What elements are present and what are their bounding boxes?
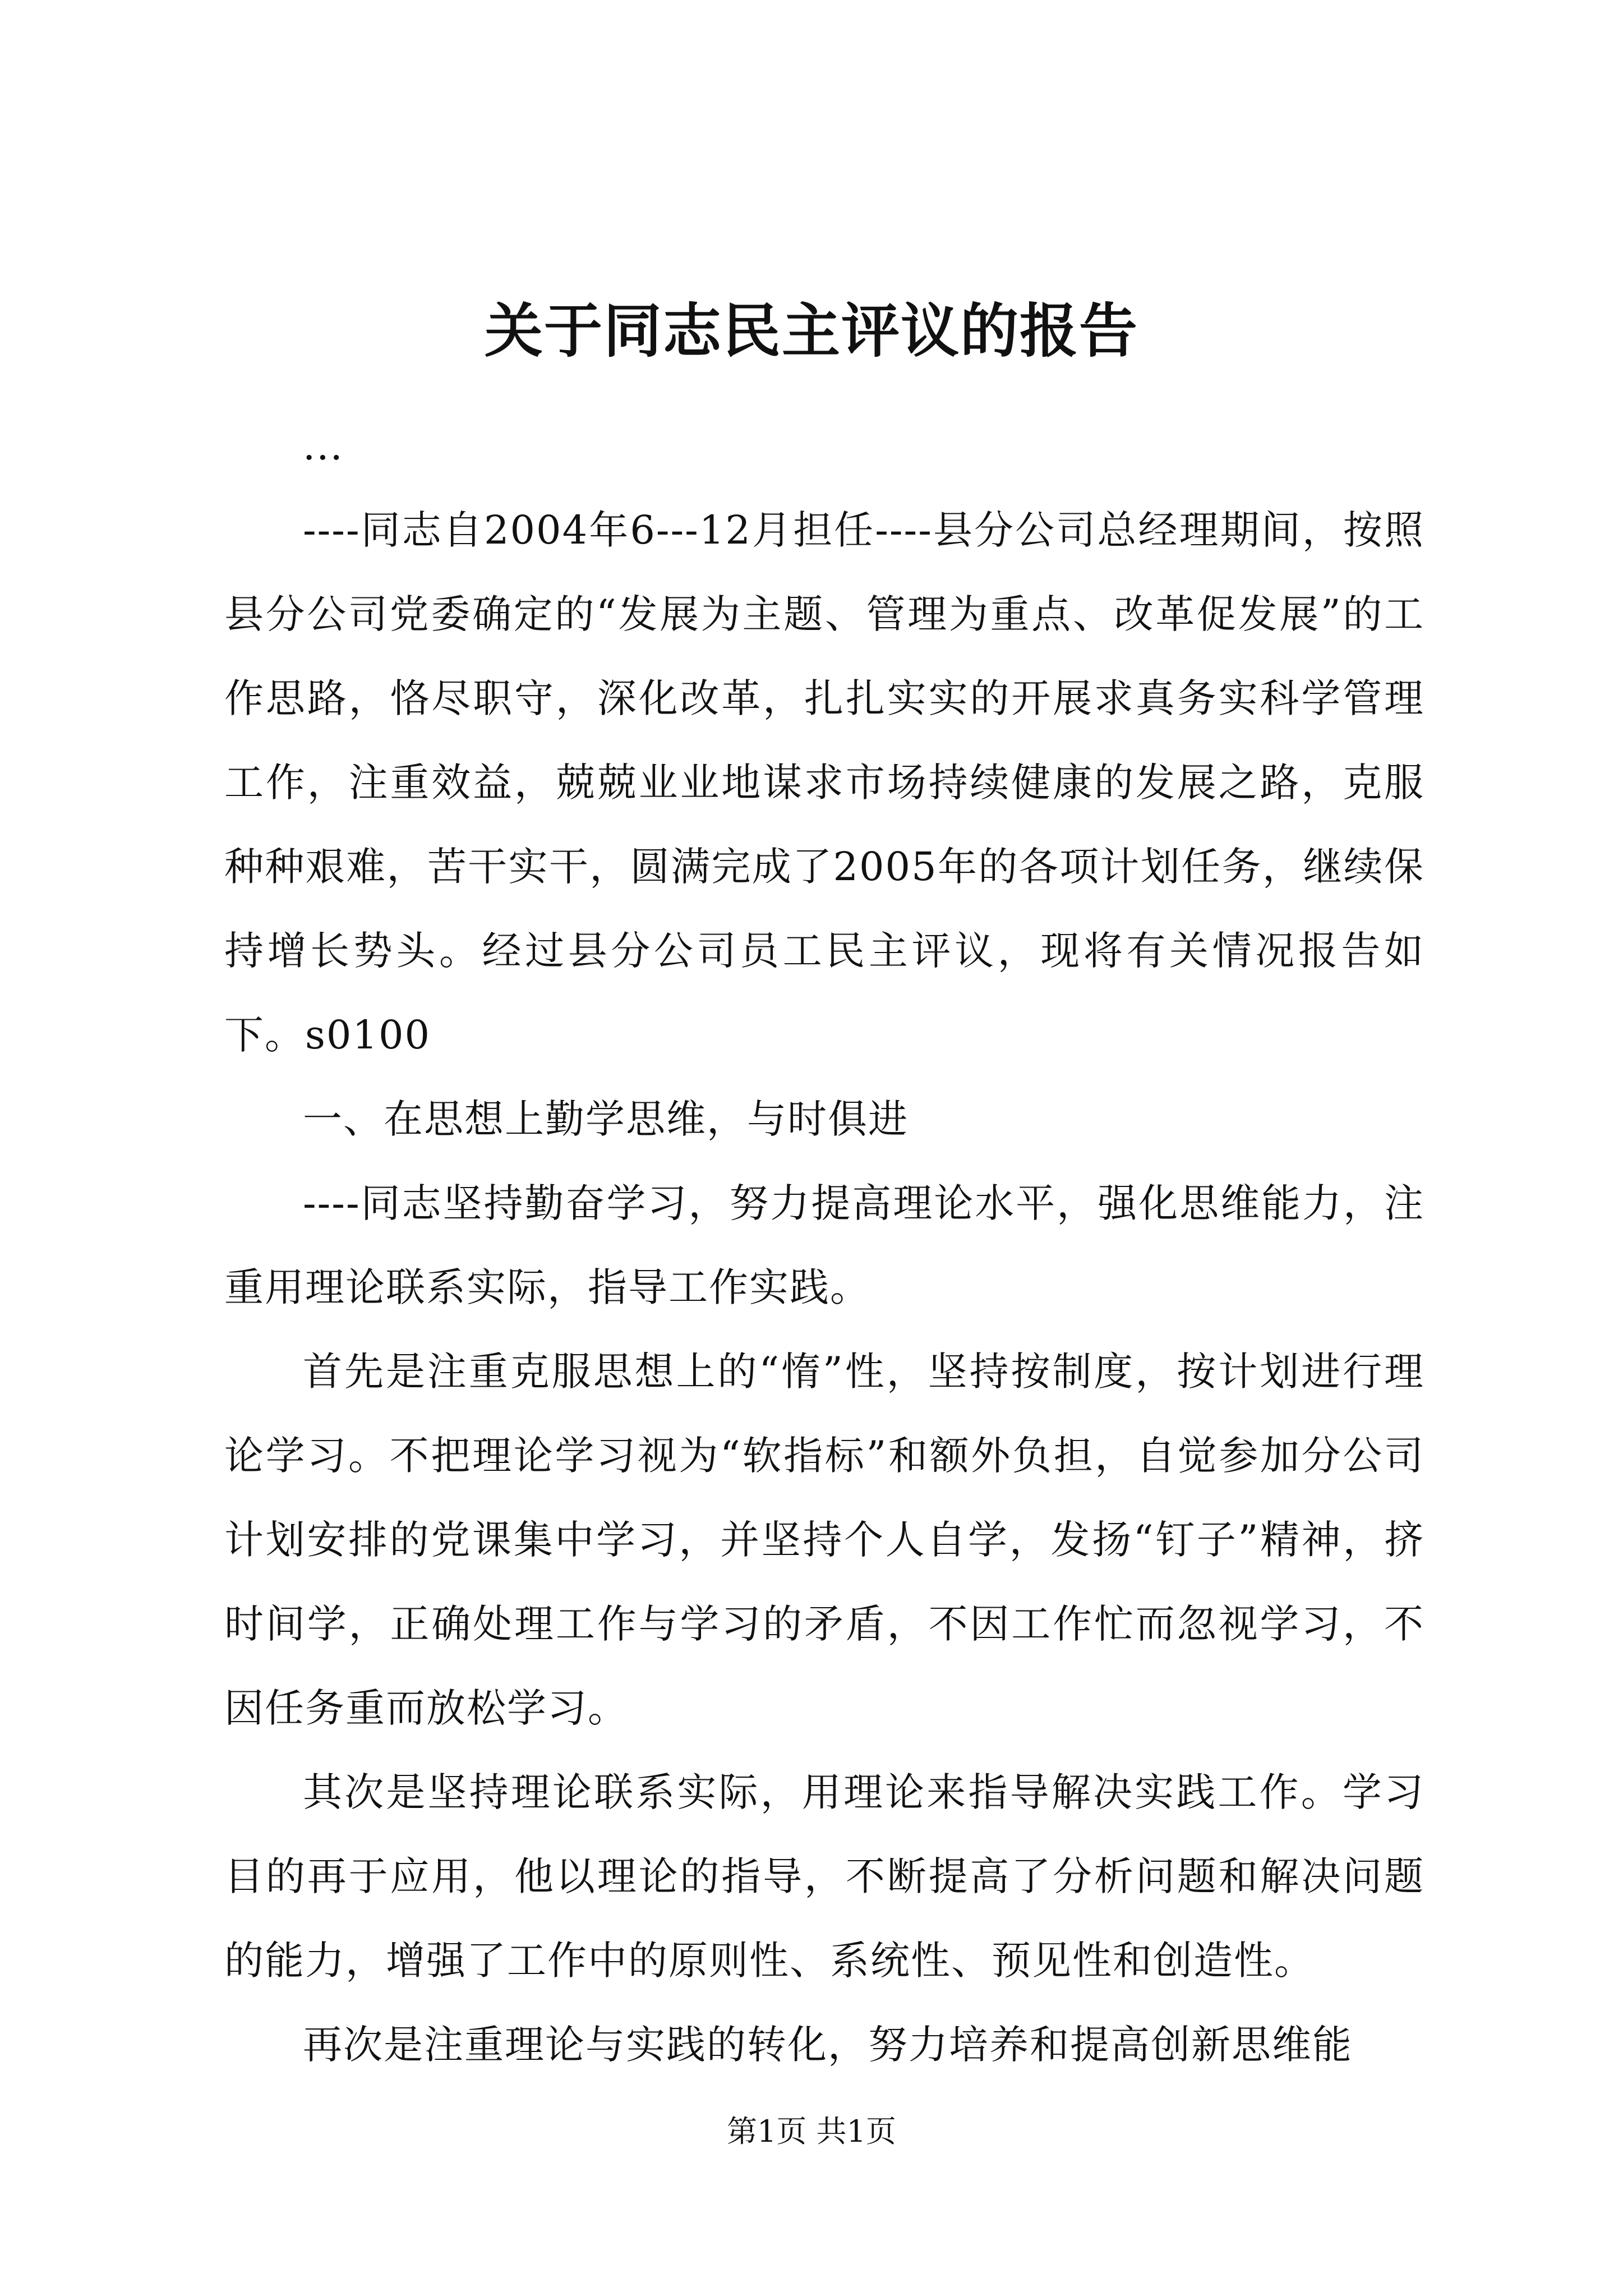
paragraph-intro: ----同志自2004年6---12月担任----县分公司总经理期间，按照县分公司党委确定的“发展为主题、管理为重点、改革促发展”的工作思路，恪尽职守，深化改革，扎扎实实的开展求真务实科学管理工作，注重效益，兢兢业业地谋求市场持续健康的发展之路，克服种种艰难，苦干实干，圆满完成了2005年的各项计划任务，继续保持增长势头。经过县分公司员工民主评议，现将有关情况报告如下。s0100 xyxy=(224,507,1424,1058)
paragraph-second: 其次是坚持理论联系实际，用理论来指导解决实践工作。学习目的再于应用，他以理论的指导，不断提高了分析问题和解决问题的能力，增强了工作中的原则性、系统性、预见性和创造性。 xyxy=(224,1769,1424,1984)
paragraph-ellipsis: ... xyxy=(303,423,344,469)
document-title: 关于同志民主评议的报告 xyxy=(484,296,1138,365)
paragraph-first: 首先是注重克服思想上的“惰”性，坚持按制度，按计划进行理论学习。不把理论学习视为“软指标”和额外负担，自觉参加分公司计划安排的党课集中学习，并坚持个人自学，发扬“钉子”精神，挤时间学，正确处理工作与学习的矛盾，不因工作忙而忽视学习，不因任务重而放松学习。 xyxy=(224,1349,1424,1731)
paragraph-study: ----同志坚持勤奋学习，努力提高理论水平，强化思维能力，注重用理论联系实际，指导工作实践。 xyxy=(224,1180,1424,1310)
section-heading-1: 一、在思想上勤学思维，与时俱进 xyxy=(303,1096,909,1142)
page-footer: 第1页 共1页 xyxy=(727,2114,896,2149)
document-body xyxy=(224,404,1424,2087)
paragraph-third: 再次是注重理论与实践的转化，努力培养和提高创新思维能 xyxy=(303,2022,1353,2068)
